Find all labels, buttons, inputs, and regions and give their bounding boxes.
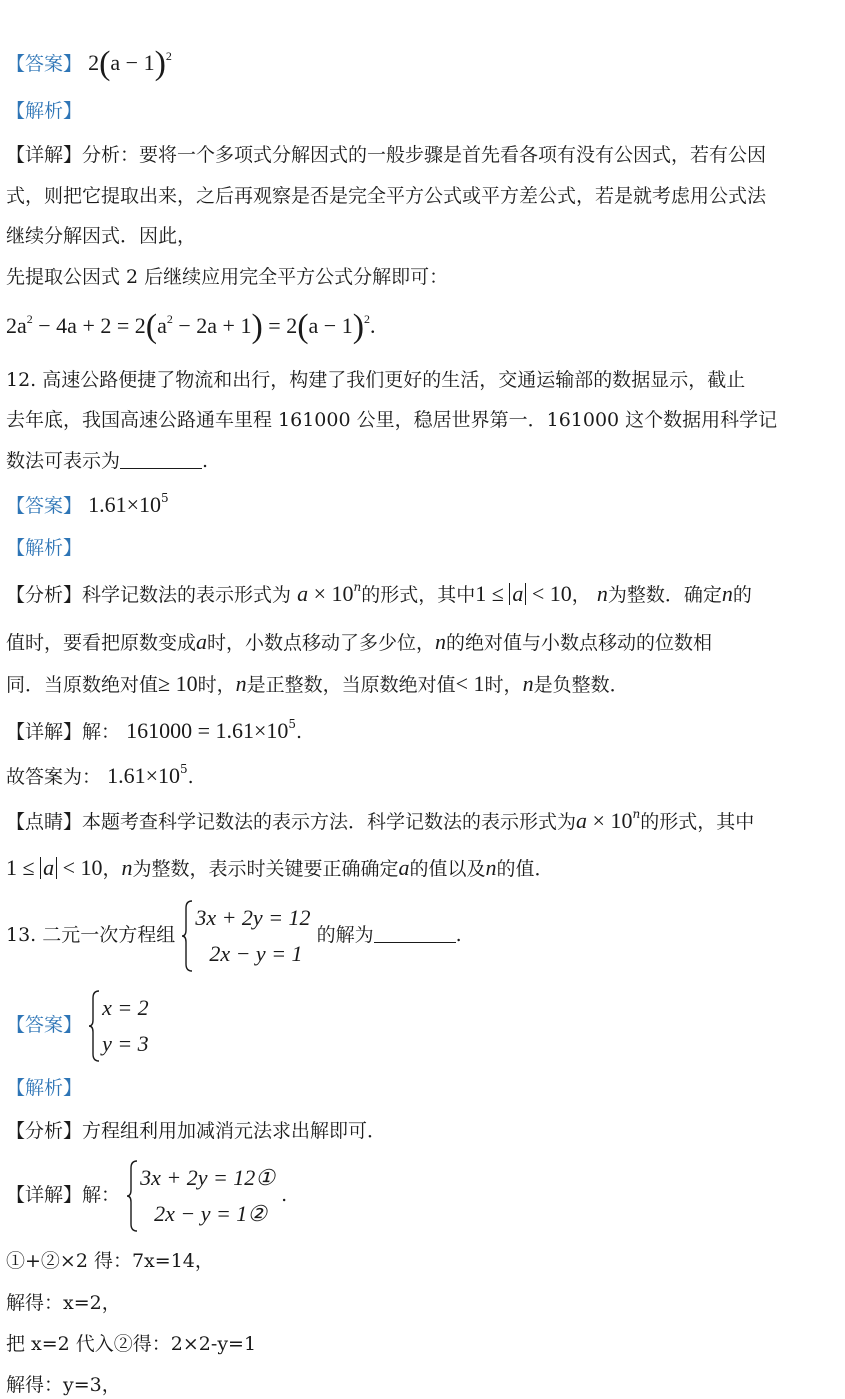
- q13-step: 解得：x=2，: [6, 1292, 121, 1314]
- answer-blank: [374, 924, 456, 943]
- q12-fenxi-line: 值时，要看把原数变成a时，小数点移动了多少位，n的绝对值与小数点移动的位数相: [6, 629, 713, 654]
- q11-analysis-tag: 【解析】: [6, 100, 83, 122]
- q12-dianjing-line: 1 ≤ a < 10，n为整数，表示时关键要正确确定a的值以及n的值．: [6, 855, 554, 880]
- q11-answer-math: $2(a - 1)^2$: [88, 45, 172, 82]
- q12-dianjing-line: 【点睛】本题考查科学记数法的表示方法．科学记数法的表示形式为$a \times 10^n$的形式，其中: [6, 807, 755, 833]
- q12-analysis-tag: 【解析】: [6, 537, 83, 559]
- answer-system: x = 2 y = 3: [88, 990, 149, 1062]
- q12-fenxi-line: 同．当原数绝对值≥ 10时，n是正整数，当原数绝对值< 1时，n是负整数．: [6, 671, 629, 696]
- q13-question: 13. 二元一次方程组 3x + 2y = 12 2x − y = 1 的解为 .: [6, 900, 462, 972]
- q13-step: 把 x=2 代入②得：2×2-y=1: [6, 1333, 257, 1355]
- q11-equation: $2a^2 - 4a + 2 = 2(a^2 - 2a + 1) = 2(a - 1)^2$.: [6, 308, 376, 345]
- q11-detail-line: 先提取公因式 2 后继续应用完全平方公式分解即可：: [6, 266, 449, 288]
- answer-blank: [120, 450, 202, 469]
- detail-equation-system: 3x + 2y = 12① 2x − y = 1②: [126, 1160, 275, 1232]
- q12-detail: 【详解】解： $161000 = 1.61\times 10^5$.: [6, 717, 303, 743]
- q12-question-line: 去年底，我国高速公路通车里程 161000 公里，稳居世界第一．161000 这个数据用科学记: [6, 409, 778, 431]
- q13-analysis-tag: 【解析】: [6, 1077, 83, 1099]
- q12-question-line: 12. 高速公路便捷了物流和出行，构建了我们更好的生活，交通运输部的数据显示，截止: [6, 369, 746, 391]
- q11-detail-line: 【详解】分析：要将一个多项式分解因式的一般步骤是首先看各项有没有公因式，若有公因: [6, 144, 767, 166]
- q11-detail-line: 式，则把它提取出来，之后再观察是否是完全平方公式或平方差公式，若是就考虑用公式法: [6, 185, 767, 207]
- q12-fenxi-line: 【分析】科学记数法的表示形式为 $a \times 10^n$的形式，其中1 ≤ a < 10， n为整数．确定n的: [6, 580, 752, 606]
- q11-detail-line: 继续分解因式．因此，: [6, 225, 197, 247]
- q12-question-line: 数法可表示为 .: [6, 450, 209, 472]
- q13-answer: 【答案】 x = 2 y = 3: [6, 990, 149, 1062]
- q13-step: ①+②×2 得：7x=14，: [6, 1250, 214, 1272]
- q13-step: 解得：y=3，: [6, 1374, 121, 1396]
- q12-answer: 【答案】 $1.61\times 10^5$: [6, 491, 169, 517]
- answer-tag: 【答案】: [6, 53, 83, 75]
- q13-fenxi: 【分析】方程组利用加减消元法求出解即可．: [6, 1120, 387, 1142]
- q12-conclusion: 故答案为： $1.61\times 10^5$.: [6, 762, 194, 788]
- equation-system: 3x + 2y = 12 2x − y = 1: [181, 900, 310, 972]
- q11-answer: [6, 45, 172, 82]
- q13-detail: 【详解】解： 3x + 2y = 12① 2x − y = 1② .: [6, 1160, 287, 1232]
